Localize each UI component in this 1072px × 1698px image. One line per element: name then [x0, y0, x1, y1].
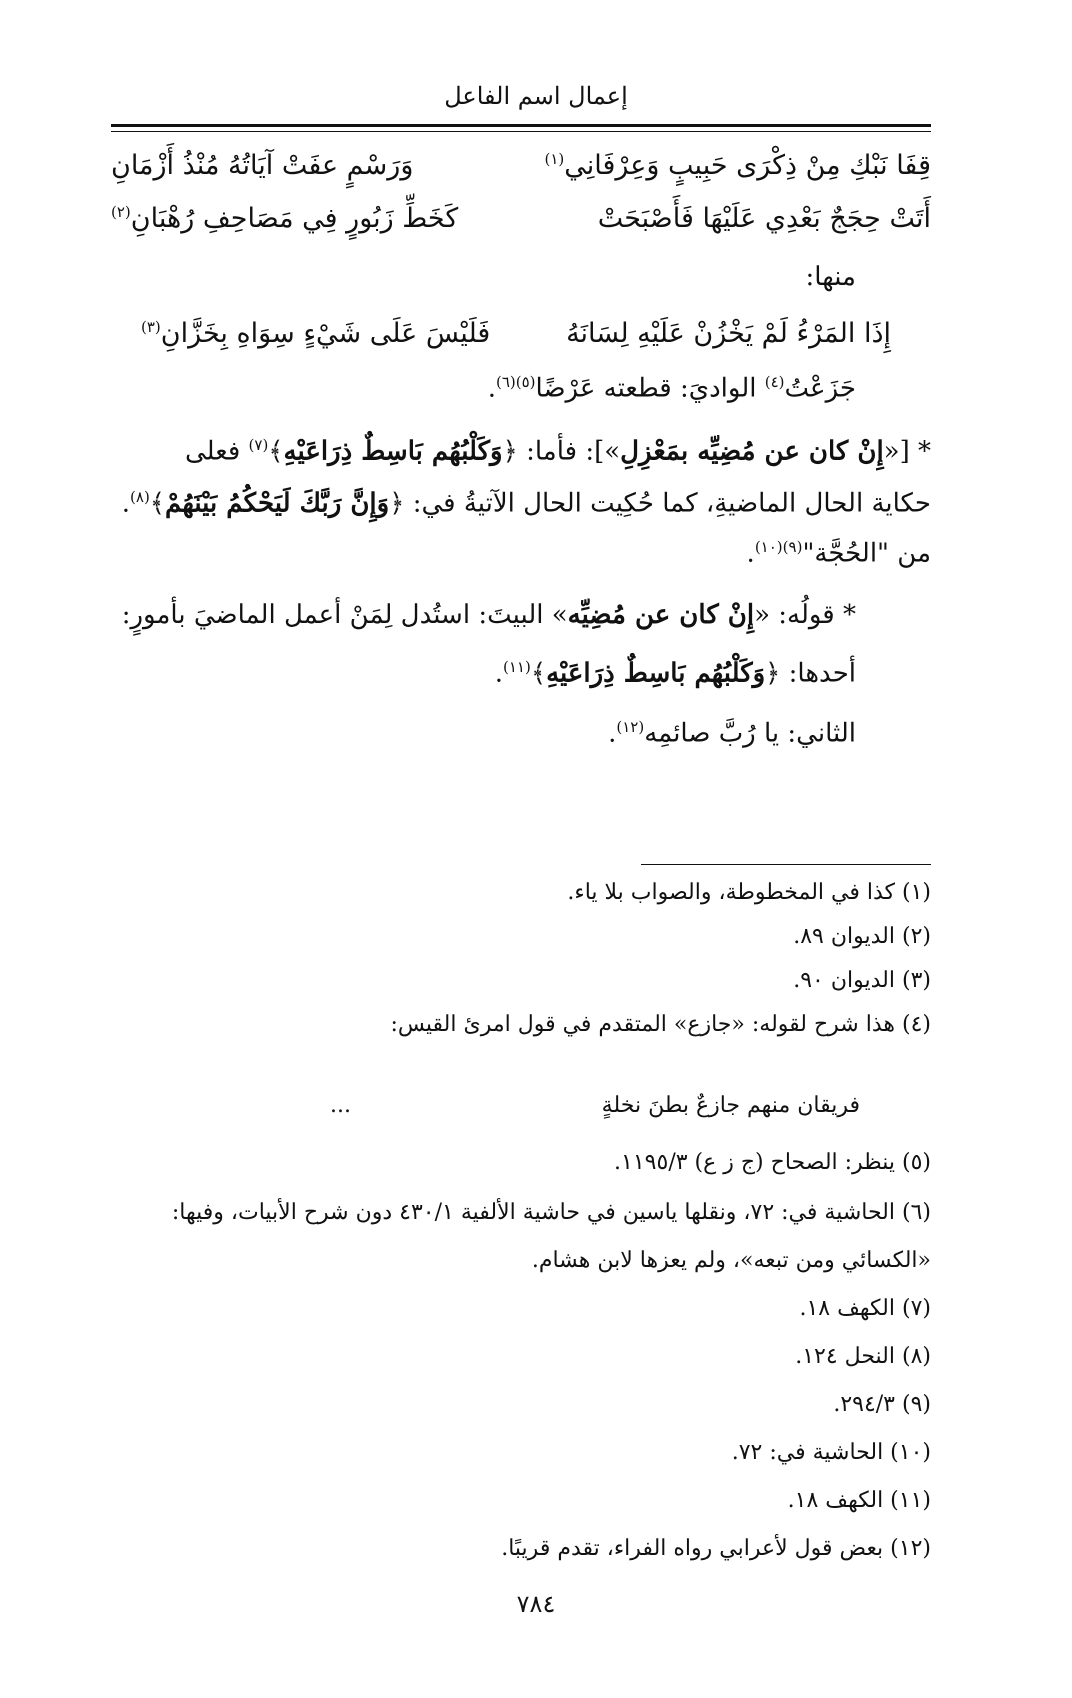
verse-1: [111, 150, 931, 210]
verse-2-first-hemistich: أَتَتْ حِجَجٌ بَعْدِي عَلَيْهَا فَأَصْبَحَتْ: [597, 203, 931, 234]
footnote-ref: (٣): [141, 318, 161, 336]
running-header: إعمال اسم الفاعل: [444, 82, 628, 110]
footnote-5: (٥) ينظر: الصحاح (ج ز ع) ١١٩٥/٣.: [614, 1150, 931, 1175]
footnote-11: (١١) الكهف ١٨.: [787, 1488, 931, 1513]
minha-label: منها:: [805, 262, 856, 292]
verse-3-first-hemistich: إِذَا المَرْءُ لَمْ يَخْزُنْ عَلَيْهِ لِسَانَهُ: [566, 318, 891, 349]
footnote-3: (٣) الديوان ٩٠.: [793, 968, 931, 993]
footnote-8: (٨) النحل ١٢٤.: [795, 1344, 931, 1369]
para1-line2: حكاية الحال الماضيةِ، كما حُكِيت الحال الآتيةُ في: ﴿وَإِنَّ رَبَّكَ لَيَحْكُمُ بَيْنَهُمْ﴾$^{(٨)}$.: [121, 488, 931, 519]
footnote-4: (٤) هذا شرح لقوله: «جازع» المتقدم في قول امرئ القيس:: [390, 1012, 931, 1037]
verse-3-second-hemistich: فَلَيْسَ عَلَى شَيْءٍ سِوَاهِ بِخَزَّانِ$^{(٣)}$: [141, 318, 491, 349]
verse-3: [141, 318, 891, 378]
verse-2: [111, 203, 931, 263]
quran-quote: وَإِنَّ رَبَّكَ لَيَحْكُمُ بَيْنَهُمْ: [165, 488, 390, 519]
jazaat-gloss: جَزَعْتُ$^{(٤)}$ الواديَ: قطعته عَرْضًا$^{(٥)(٦)}$.: [487, 373, 856, 404]
header-rule-thick: [111, 124, 931, 127]
footnote-10: (١٠) الحاشية في: ٧٢.: [731, 1440, 931, 1465]
verse-2-second-hemistich: كَخَطِّ زَبُورٍ فِي مَصَاحِفِ رُهْبَانِ$^{(٢)}$: [111, 203, 459, 234]
verse-1-second-hemistich: وَرَسْمٍ عفَتْ آيَاتُهُ مُنْذُ أَزْمَانِ: [111, 150, 414, 181]
quran-quote: وَكَلْبُهُم بَاسِطٌ ذِرَاعَيْهِ: [283, 436, 503, 467]
footnote-9: (٩) ٢٩٤/٣.: [833, 1392, 931, 1417]
footnote-separator: [641, 864, 931, 865]
para1-line1: * [«إِنْ كان عن مُضِيِّه بمَعْزِلِ»]: فأما: ﴿وَكَلْبُهُم بَاسِطٌ ذِرَاعَيْهِ﴾$^{(٧)}$ فعلى: [185, 436, 931, 467]
para1-line3: من "الحُجَّة"$^{(٩)(١٠)}$.: [746, 538, 931, 569]
quran-quote: وَكَلْبُهُم بَاسِطٌ ذِرَاعَيْهِ: [546, 658, 766, 689]
footnote-verse: [330, 1093, 860, 1118]
footnote-7: (٧) الكهف ١٨.: [799, 1296, 931, 1321]
footnote-verse-first: فريقان منهم جازعٌ بطنَ نخلةٍ: [601, 1093, 860, 1118]
footnote-1: (١) كذا في المخطوطة، والصواب بلا ياء.: [567, 880, 931, 905]
footnote-6-continued: «الكسائي ومن تبعه»، ولم يعزها لابن هشام.: [531, 1248, 931, 1273]
para2-line1: * قولُه: «إِنْ كان عن مُضِيِّه» البيتَ: استُدل لِمَنْ أعمل الماضيَ بأمورٍ:: [121, 600, 856, 630]
para2-second: الثاني: يا رُبَّ صائمِه$^{(١٢)}$.: [608, 718, 856, 749]
footnote-ref: (١): [544, 150, 565, 168]
footnote-12: (١٢) بعض قول لأعرابي رواه الفراء، تقدم قريبًا.: [501, 1536, 931, 1561]
footnote-2: (٢) الديوان ٨٩.: [793, 924, 931, 949]
footnote-6: (٦) الحاشية في: ٧٢، ونقلها ياسين في حاشية الألفية ٤٣٠/١ دون شرح الأبيات، وفيها:: [171, 1200, 931, 1225]
para2-first: أحدها: ﴿وَكَلْبُهُم بَاسِطٌ ذِرَاعَيْهِ﴾$^{(١١)}$.: [494, 658, 856, 689]
verse-1-first-hemistich: قِفَا نَبْكِ مِنْ ذِكْرَى حَبِيبٍ وَعِرْفَانِي$^{(١)}$: [544, 150, 931, 181]
footnote-verse-ellipsis: ...: [330, 1093, 351, 1118]
footnote-ref: (٢): [111, 203, 131, 221]
header-rule-thin: [111, 131, 931, 132]
page-number: ٧٨٤: [516, 1590, 556, 1618]
